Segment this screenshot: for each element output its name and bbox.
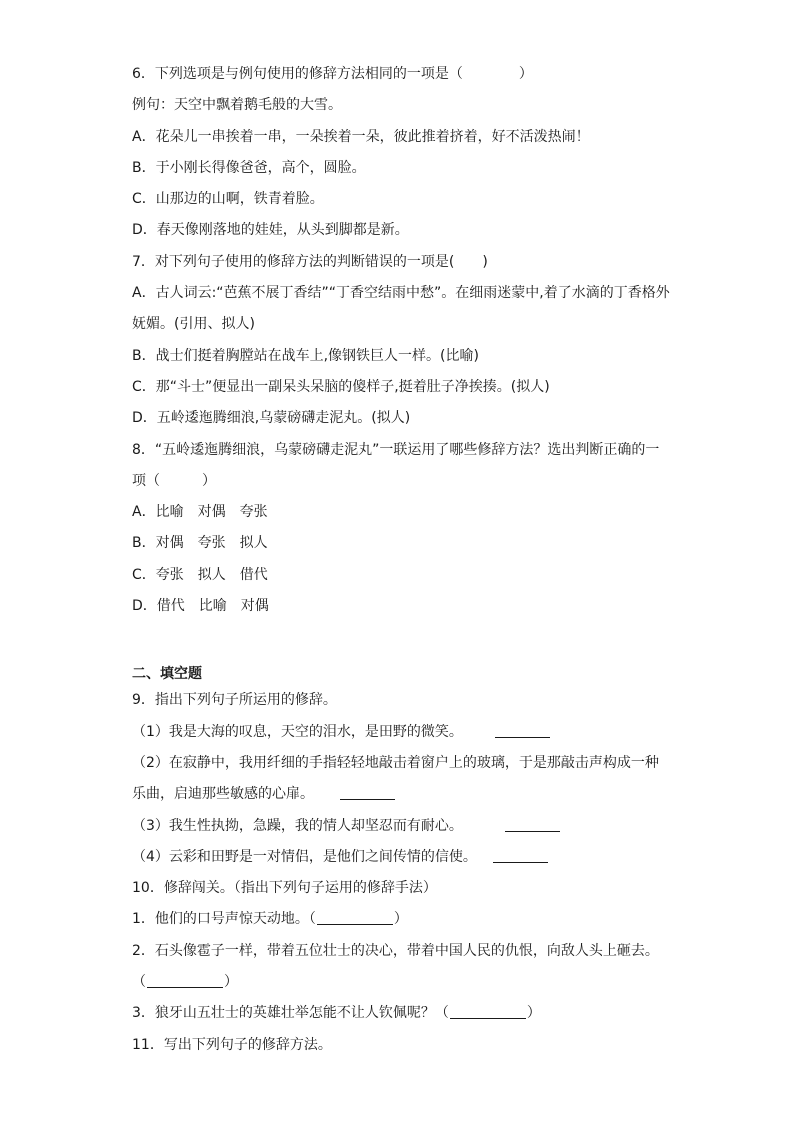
open-paren: （ <box>308 911 316 928</box>
question-9-item-2-continued <box>132 779 670 810</box>
question-9-item-4-text: （4）云彩和田野是一对情侣，是他们之间传情的信使。 <box>132 848 477 865</box>
question-9-item-3-text: （3）我生性执拗，急躁，我的情人却坚忍而有耐心。 <box>132 817 463 834</box>
question-9-stem: 9．指出下列句子所运用的修辞。 <box>132 692 337 709</box>
question-6-option-a: A．花朵儿一串挨着一串，一朵挨着一朵，彼此推着挤着，好不活泼热闹！ <box>132 128 590 145</box>
answer-blank <box>495 725 550 738</box>
question-10-item-3-text: 3．狼牙山五壮士的英雄壮举怎能不让人钦佩呢？ <box>132 1005 435 1022</box>
answer-blank <box>147 975 223 988</box>
question-9-item-2-text: 乐曲，启迪那些敏感的心扉。 <box>132 786 314 803</box>
answer-blank <box>505 819 560 832</box>
question-8-option-d: D．借代 比喻 对偶 <box>132 598 269 615</box>
question-6-option-b: B．于小刚长得像爸爸，高个，圆脸。 <box>132 159 366 176</box>
question-9-item-2: （2）在寂静中，我用纤细的手指轻轻地敲击着窗户上的玻璃，于是那敲击声构成一种 <box>132 754 659 771</box>
question-10-item-2-answer <box>132 967 670 998</box>
close-paren: ） <box>224 974 238 991</box>
question-7-option-a-continued: 妩媚。(引用、拟人) <box>132 316 255 333</box>
open-paren: （ <box>434 1005 449 1022</box>
close-paren: ） <box>393 911 408 928</box>
question-6-option-d: D．春天像刚落地的娃娃，从头到脚都是新。 <box>132 222 409 239</box>
question-8-stem-continued: 项（ ） <box>132 472 216 489</box>
question-6-stem: 6．下列选项是与例句使用的修辞方法相同的一项是（ ） <box>132 66 533 82</box>
question-8-option-b: B．对偶 夸张 拟人 <box>132 535 268 552</box>
question-7-option-c: C．那“斗士”便显出一副呆头呆脑的傻样子,挺着肚子净挨揍。(拟人) <box>132 378 550 395</box>
open-paren: （ <box>132 974 146 991</box>
question-8-option-a: A．比喻 对偶 夸张 <box>132 504 268 521</box>
section-heading-fill-in: 二、填空题 <box>132 666 202 683</box>
question-7-option-a: A．古人词云:“芭蕉不展丁香结”“丁香空结雨中愁”。在细雨迷蒙中,着了水滴的丁香格外 <box>132 285 670 302</box>
question-10-item-3 <box>132 998 670 1029</box>
question-10-item-1-text: 1．他们的口号声惊天动地。 <box>132 911 309 928</box>
question-8-stem: 8．“五岭逶迤腾细浪，乌蒙磅礴走泥丸”一联运用了哪些修辞方法？选出判断正确的一 <box>132 441 660 458</box>
question-7-option-b: B．战士们挺着胸膛站在战车上,像钢铁巨人一样。(比喻) <box>132 347 479 364</box>
question-7-stem: 7．对下列句子使用的修辞方法的判断错误的一项是( ) <box>132 253 488 270</box>
question-10-stem: 10．修辞闯关。（指出下列句子运用的修辞手法） <box>132 880 437 897</box>
question-6-example: 例句：天空中飘着鹅毛般的大雪。 <box>132 97 342 114</box>
question-8-option-c: C．夸张 拟人 借代 <box>132 566 268 583</box>
answer-blank <box>493 850 548 863</box>
question-7-option-d: D．五岭逶迤腾细浪,乌蒙磅礴走泥丸。(拟人) <box>132 410 411 427</box>
answer-blank <box>450 1006 526 1019</box>
question-10-item-1 <box>132 904 670 935</box>
close-paren: ） <box>526 1005 541 1022</box>
question-6-option-c: C．山那边的山啊，铁青着脸。 <box>132 191 324 208</box>
answer-blank <box>317 912 393 925</box>
answer-blank <box>340 787 395 800</box>
question-9-item-3 <box>132 811 670 842</box>
question-10-item-2: 2．石头像雹子一样，带着五位壮士的决心，带着中国人民的仇恨，向敌人头上砸去。 <box>132 942 659 959</box>
question-11-stem: 11．写出下列句子的修辞方法。 <box>132 1036 332 1053</box>
question-9-item-4 <box>132 842 670 873</box>
question-9-item-1-text: （1）我是大海的叹息，天空的泪水，是田野的微笑。 <box>132 723 463 740</box>
exam-content <box>132 59 670 1061</box>
question-9-item-1 <box>132 717 670 748</box>
